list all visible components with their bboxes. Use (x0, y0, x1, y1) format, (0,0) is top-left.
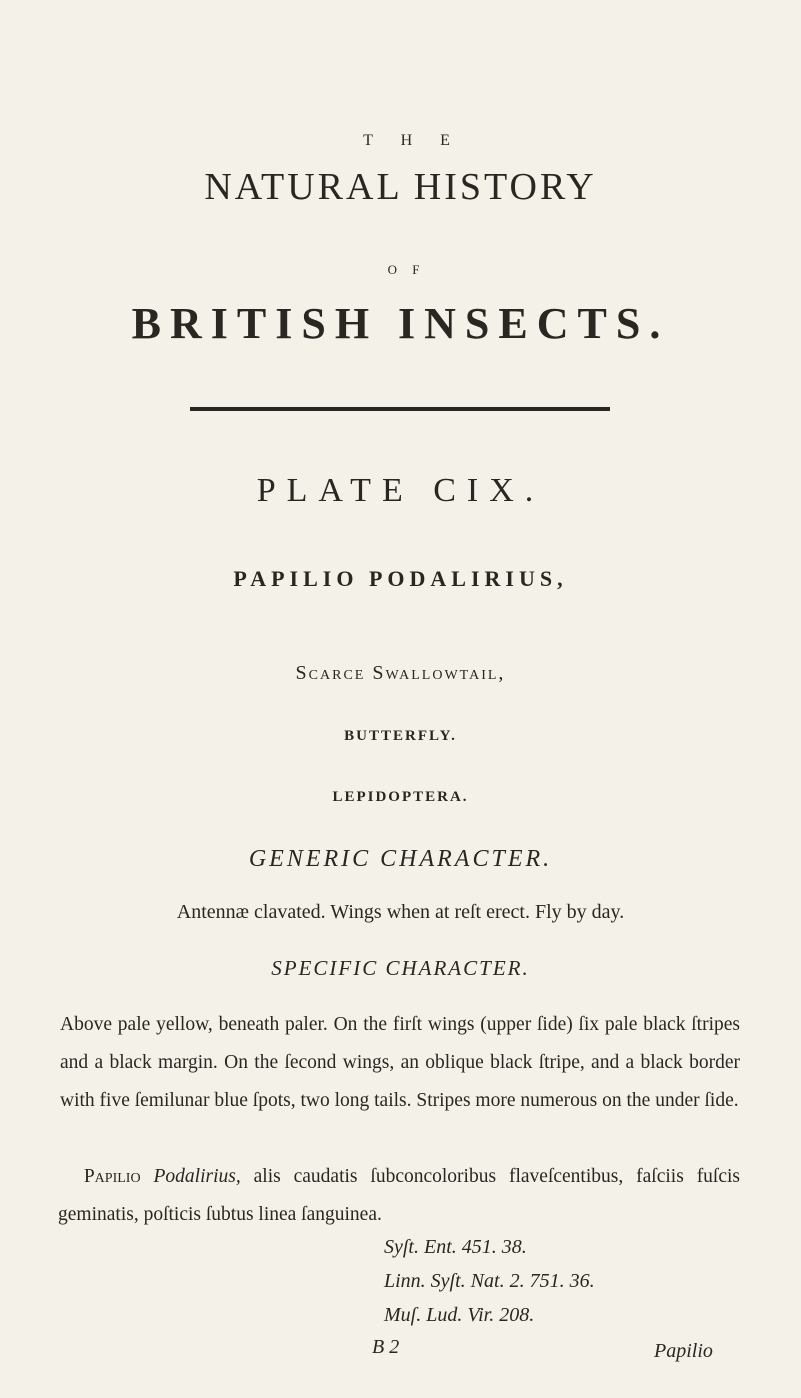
latin-genus: Papilio (83, 1166, 141, 1187)
latin-description (58, 1158, 740, 1234)
catchword: Papilio (654, 1340, 713, 1362)
divider-rule (190, 407, 610, 411)
title-british-insects: BRITISH INSECTS. (131, 299, 670, 348)
latin-species: Podalirius, (153, 1166, 241, 1187)
specific-text: Above pale yellow, beneath paler. On the firſt wings (upper ſide) ſix pale black ſtripes and a black margin. On the ſecond wings, an oblique black ſtripe, and a black border with five ſemilunar blue ſpots, two long tails. Stripes more numerous on the under ſide. (60, 1014, 740, 1111)
generic-text: Antennæ clavated. Wings when at reſt erect. Fly by day. (176, 901, 625, 923)
citation-2: Linn. Syſt. Nat. 2. 751. 36. (384, 1270, 595, 1292)
insect-type: BUTTERFLY. (344, 728, 457, 744)
title-the: T H E (363, 132, 462, 149)
common-name: Scarce Swallowtail, (295, 662, 506, 684)
citation-3: Muſ. Lud. Vir. 208. (384, 1304, 535, 1326)
title-of: O F (387, 262, 426, 277)
species-name: PAPILIO PODALIRIUS, (233, 566, 568, 591)
signature-mark: B 2 (372, 1336, 400, 1358)
citation-1: Syſt. Ent. 451. 38. (384, 1236, 527, 1258)
specific-heading: SPECIFIC CHARACTER. (271, 956, 530, 980)
latin-text: alis caudatis ſubconcoloribus flaveſcentibus, faſciis fuſcis geminatis, poſticis ſubtus linea ſanguinea. (58, 1166, 741, 1225)
plate-number: PLATE CIX. (256, 472, 545, 509)
insect-order: LEPIDOPTERA. (332, 789, 469, 805)
title-natural-history: NATURAL HISTORY (204, 166, 597, 208)
generic-heading: GENERIC CHARACTER. (248, 846, 553, 872)
